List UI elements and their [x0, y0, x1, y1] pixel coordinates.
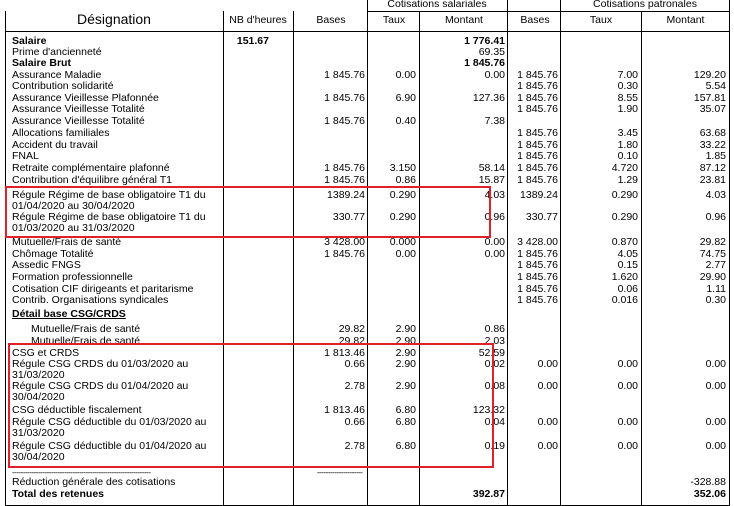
cell-bases-p: 1 845.76: [517, 150, 558, 162]
cell-taux: 2.90: [395, 335, 416, 347]
row-label: Cotisation CIF dirigeants et paritarisme: [12, 283, 194, 295]
row-label: Mutuelle/Frais de santé: [12, 236, 122, 248]
cell-montant: 0.08: [484, 380, 505, 392]
cell-bases-p: 0.00: [537, 416, 558, 428]
cell-taux: 0.000: [389, 236, 416, 248]
cell-bases-p: 0.00: [537, 440, 558, 452]
cell-montant-p: 5.54: [705, 80, 726, 92]
cell-montant-p: 1.85: [705, 150, 726, 162]
cell-taux: 2.90: [395, 323, 416, 335]
row-label: Régule CSG déductible du 01/03/2020 au 31/03/2020: [12, 416, 207, 439]
row-label: Régule Régime de base obligatoire T1 du 01/04/2020 au 30/04/2020: [12, 189, 206, 212]
col-divider: [729, 0, 730, 506]
cell-bases-p: 1 845.76: [517, 248, 558, 260]
separator-dashes: ----------------------------------------------------------------: [12, 468, 151, 477]
header-montant-patronales: Montant: [666, 14, 705, 26]
cell-montant-p: 0.00: [705, 440, 726, 452]
cell-taux-p: 0.870: [611, 236, 638, 248]
cell-bases: 29.82: [338, 335, 365, 347]
cell-montant-p: 29.90: [699, 271, 726, 283]
cell-taux-p: 0.00: [617, 358, 638, 370]
highlight-box-regule-t1: [5, 186, 491, 238]
cell-montant: 392.87: [472, 488, 505, 500]
cell-montant-p: 0.00: [705, 358, 726, 370]
row-label: Chômage Totalité: [12, 248, 94, 260]
cell-montant-p: 33.22: [699, 139, 726, 151]
cell-bases-p: 1 845.76: [517, 271, 558, 283]
cell-montant-p: -328.88: [690, 476, 726, 488]
cell-taux: 0.290: [389, 211, 416, 223]
cell-bases: 1 845.76: [324, 174, 365, 186]
cell-nb: 151.67: [236, 35, 269, 47]
cell-bases: 0.66: [344, 416, 365, 428]
cell-montant: 0.00: [484, 248, 505, 260]
cell-montant-p: 0.96: [705, 211, 726, 223]
cell-taux-p: 0.10: [617, 150, 638, 162]
cell-taux: 0.00: [395, 69, 416, 81]
col-divider: [5, 11, 6, 506]
cell-taux-p: 3.45: [617, 127, 638, 139]
group-header-salariales: Cotisations salariales: [387, 0, 487, 10]
row-label: Détail base CSG/CRDS: [12, 308, 126, 320]
cell-taux: 0.86: [395, 174, 416, 186]
cell-bases-p: 1 845.76: [517, 174, 558, 186]
cell-bases: 2.78: [344, 440, 365, 452]
row-label: Régule Régime de base obligatoire T1 du 01/03/2020 au 31/03/2020: [12, 211, 206, 234]
cell-bases-p: 1 845.76: [517, 80, 558, 92]
cell-taux: 3.150: [389, 162, 416, 174]
cell-montant: 0.04: [484, 416, 505, 428]
cell-taux-p: 0.290: [611, 189, 638, 201]
cell-bases: 0.66: [344, 358, 365, 370]
cell-taux-p: 1.90: [617, 103, 638, 115]
cell-bases: 1 813.46: [324, 404, 365, 416]
cell-taux-p: 1.620: [611, 271, 638, 283]
cell-montant: 1 776.41: [464, 35, 505, 47]
row-label: Assurance Vieillesse Totalité: [12, 115, 145, 127]
cell-taux: 0.00: [395, 248, 416, 260]
cell-taux-p: 8.55: [617, 92, 638, 104]
cell-bases-p: 1389.24: [520, 189, 558, 201]
row-label: Réduction générale des cotisations: [12, 476, 176, 488]
cell-montant: 69.35: [478, 46, 505, 58]
cell-montant-p: 2.77: [705, 259, 726, 271]
cell-montant-p: 352.06: [693, 488, 726, 500]
cell-taux-p: 0.00: [617, 380, 638, 392]
cell-bases-p: 0.00: [537, 380, 558, 392]
header-taux: Taux: [382, 14, 406, 26]
cell-taux: 6.80: [395, 440, 416, 452]
row-label: Régule CSG CRDS du 01/03/2020 au 31/03/2020: [12, 358, 189, 381]
cell-montant-p: 0.30: [705, 294, 726, 306]
cell-bases: 1 813.46: [324, 347, 365, 359]
cell-montant-p: 0.00: [705, 416, 726, 428]
cell-taux-p: 1.80: [617, 139, 638, 151]
group-header-patronales: Cotisations patronales: [593, 0, 697, 10]
cell-taux: 2.90: [395, 380, 416, 392]
header-designation: Désignation: [77, 11, 151, 27]
cell-taux-p: 0.00: [617, 416, 638, 428]
cell-montant: 0.19: [484, 440, 505, 452]
separator-dashes: ---------------------: [317, 468, 363, 477]
row-label: FNAL: [12, 150, 39, 162]
cell-bases-p: 1 845.76: [517, 92, 558, 104]
cell-taux: 0.290: [389, 189, 416, 201]
row-label: Formation professionnelle: [12, 271, 133, 283]
cell-taux: 2.90: [395, 358, 416, 370]
cell-montant-p: 29.82: [699, 236, 726, 248]
cell-bases: 2.78: [344, 380, 365, 392]
row-label: Assedic FNGS: [12, 259, 81, 271]
cell-bases-p: 1 845.76: [517, 259, 558, 271]
cell-montant-p: 35.07: [699, 103, 726, 115]
row-label: Contribution d'équilibre général T1: [12, 174, 172, 186]
row-label: Assurance Maladie: [12, 69, 102, 81]
cell-bases-p: 1 845.76: [517, 69, 558, 81]
cell-montant: 7.38: [484, 115, 505, 127]
cell-bases: 330.77: [332, 211, 365, 223]
cell-bases: 1 845.76: [324, 115, 365, 127]
row-label: Accident du travail: [12, 139, 98, 151]
row-label: Total des retenues: [12, 488, 104, 500]
row-label: CSG et CRDS: [12, 347, 80, 359]
row-label: Allocations familiales: [12, 127, 110, 139]
header-nb-heures: NB d'heures: [229, 14, 287, 26]
cell-montant: 0.96: [484, 211, 505, 223]
group-header-rule: [367, 11, 730, 12]
header-bases-patronales: Bases: [520, 14, 550, 26]
cell-taux-p: 1.29: [617, 174, 638, 186]
row-label: Contribution solidarité: [12, 80, 114, 92]
cell-montant: 0.86: [484, 323, 505, 335]
payslip-table: [5, 0, 730, 506]
cell-bases-p: 3 428.00: [517, 236, 558, 248]
cell-taux-p: 0.15: [617, 259, 638, 271]
cell-taux: 6.90: [395, 92, 416, 104]
cell-montant: 4.03: [484, 189, 505, 201]
row-label: Retraite complémentaire plafonné: [12, 162, 170, 174]
cell-taux-p: 0.290: [611, 211, 638, 223]
cell-montant: 0.00: [484, 69, 505, 81]
cell-bases: 3 428.00: [324, 236, 365, 248]
cell-taux: 6.80: [395, 404, 416, 416]
cell-taux: 2.90: [395, 347, 416, 359]
cell-montant-p: 157.81: [693, 92, 726, 104]
cell-montant-p: 129.20: [693, 69, 726, 81]
cell-montant-p: 74.75: [699, 248, 726, 260]
row-label: CSG déductible fiscalement: [12, 404, 142, 416]
row-label: Mutuelle/Frais de santé: [31, 323, 141, 335]
cell-bases: 1389.24: [327, 189, 365, 201]
cell-bases: 29.82: [338, 323, 365, 335]
cell-montant: 58.14: [478, 162, 505, 174]
cell-montant: 123.32: [472, 404, 505, 416]
row-label: Salaire: [12, 35, 47, 47]
cell-taux-p: 0.30: [617, 80, 638, 92]
cell-taux-p: 4.720: [611, 162, 638, 174]
cell-bases-p: 1 845.76: [517, 103, 558, 115]
cell-montant-p: 63.68: [699, 127, 726, 139]
cell-bases-p: 1 845.76: [517, 294, 558, 306]
cell-bases-p: 1 845.76: [517, 162, 558, 174]
cell-montant-p: 4.03: [705, 189, 726, 201]
cell-montant-p: 87.12: [699, 162, 726, 174]
cell-bases-p: 1 845.76: [517, 139, 558, 151]
cell-montant: 1 845.76: [464, 57, 505, 69]
cell-bases-p: 1 845.76: [517, 127, 558, 139]
row-label: Prime d'ancienneté: [12, 46, 102, 58]
cell-taux: 0.40: [395, 115, 416, 127]
cell-montant: 52.59: [478, 347, 505, 359]
cell-taux-p: 4.05: [617, 248, 638, 260]
row-label: Salaire Brut: [12, 57, 71, 69]
row-label: Assurance Vieillesse Totalité: [12, 103, 145, 115]
row-label: Assurance Vieillesse Plafonnée: [12, 92, 159, 104]
cell-bases: 1 845.76: [324, 162, 365, 174]
cell-montant: 0.00: [484, 236, 505, 248]
cell-montant: 15.87: [478, 174, 505, 186]
cell-bases: 1 845.76: [324, 69, 365, 81]
cell-montant-p: 23.81: [699, 174, 726, 186]
row-label: Régule CSG déductible du 01/04/2020 au 30/04/2020: [12, 440, 207, 463]
cell-montant-p: 0.00: [705, 380, 726, 392]
cell-bases-p: 0.00: [537, 358, 558, 370]
cell-montant: 2.03: [484, 335, 505, 347]
cell-taux: 6.80: [395, 416, 416, 428]
highlight-box-csg-crds: [8, 343, 494, 468]
cell-montant-p: 1.11: [706, 283, 726, 295]
cell-bases: 1 845.76: [324, 92, 365, 104]
row-label: Mutuelle/Frais de santé: [31, 335, 141, 347]
cell-taux-p: 0.06: [617, 283, 638, 295]
cell-bases: 1 845.76: [324, 248, 365, 260]
cell-taux-p: 0.00: [617, 440, 638, 452]
header-montant: Montant: [445, 14, 483, 26]
cell-bases-p: 330.77: [525, 211, 558, 223]
header-taux-patronales: Taux: [589, 14, 613, 26]
cell-bases-p: 1 845.76: [517, 283, 558, 295]
row-label: Régule CSG CRDS du 01/04/2020 au 30/04/2020: [12, 380, 189, 403]
cell-taux-p: 0.016: [611, 294, 638, 306]
header-bases: Bases: [316, 14, 346, 26]
cell-taux-p: 7.00: [617, 69, 638, 81]
cell-montant: 0.02: [484, 358, 505, 370]
cell-montant: 127.36: [472, 92, 505, 104]
row-label: Contrib. Organisations syndicales: [12, 294, 169, 306]
